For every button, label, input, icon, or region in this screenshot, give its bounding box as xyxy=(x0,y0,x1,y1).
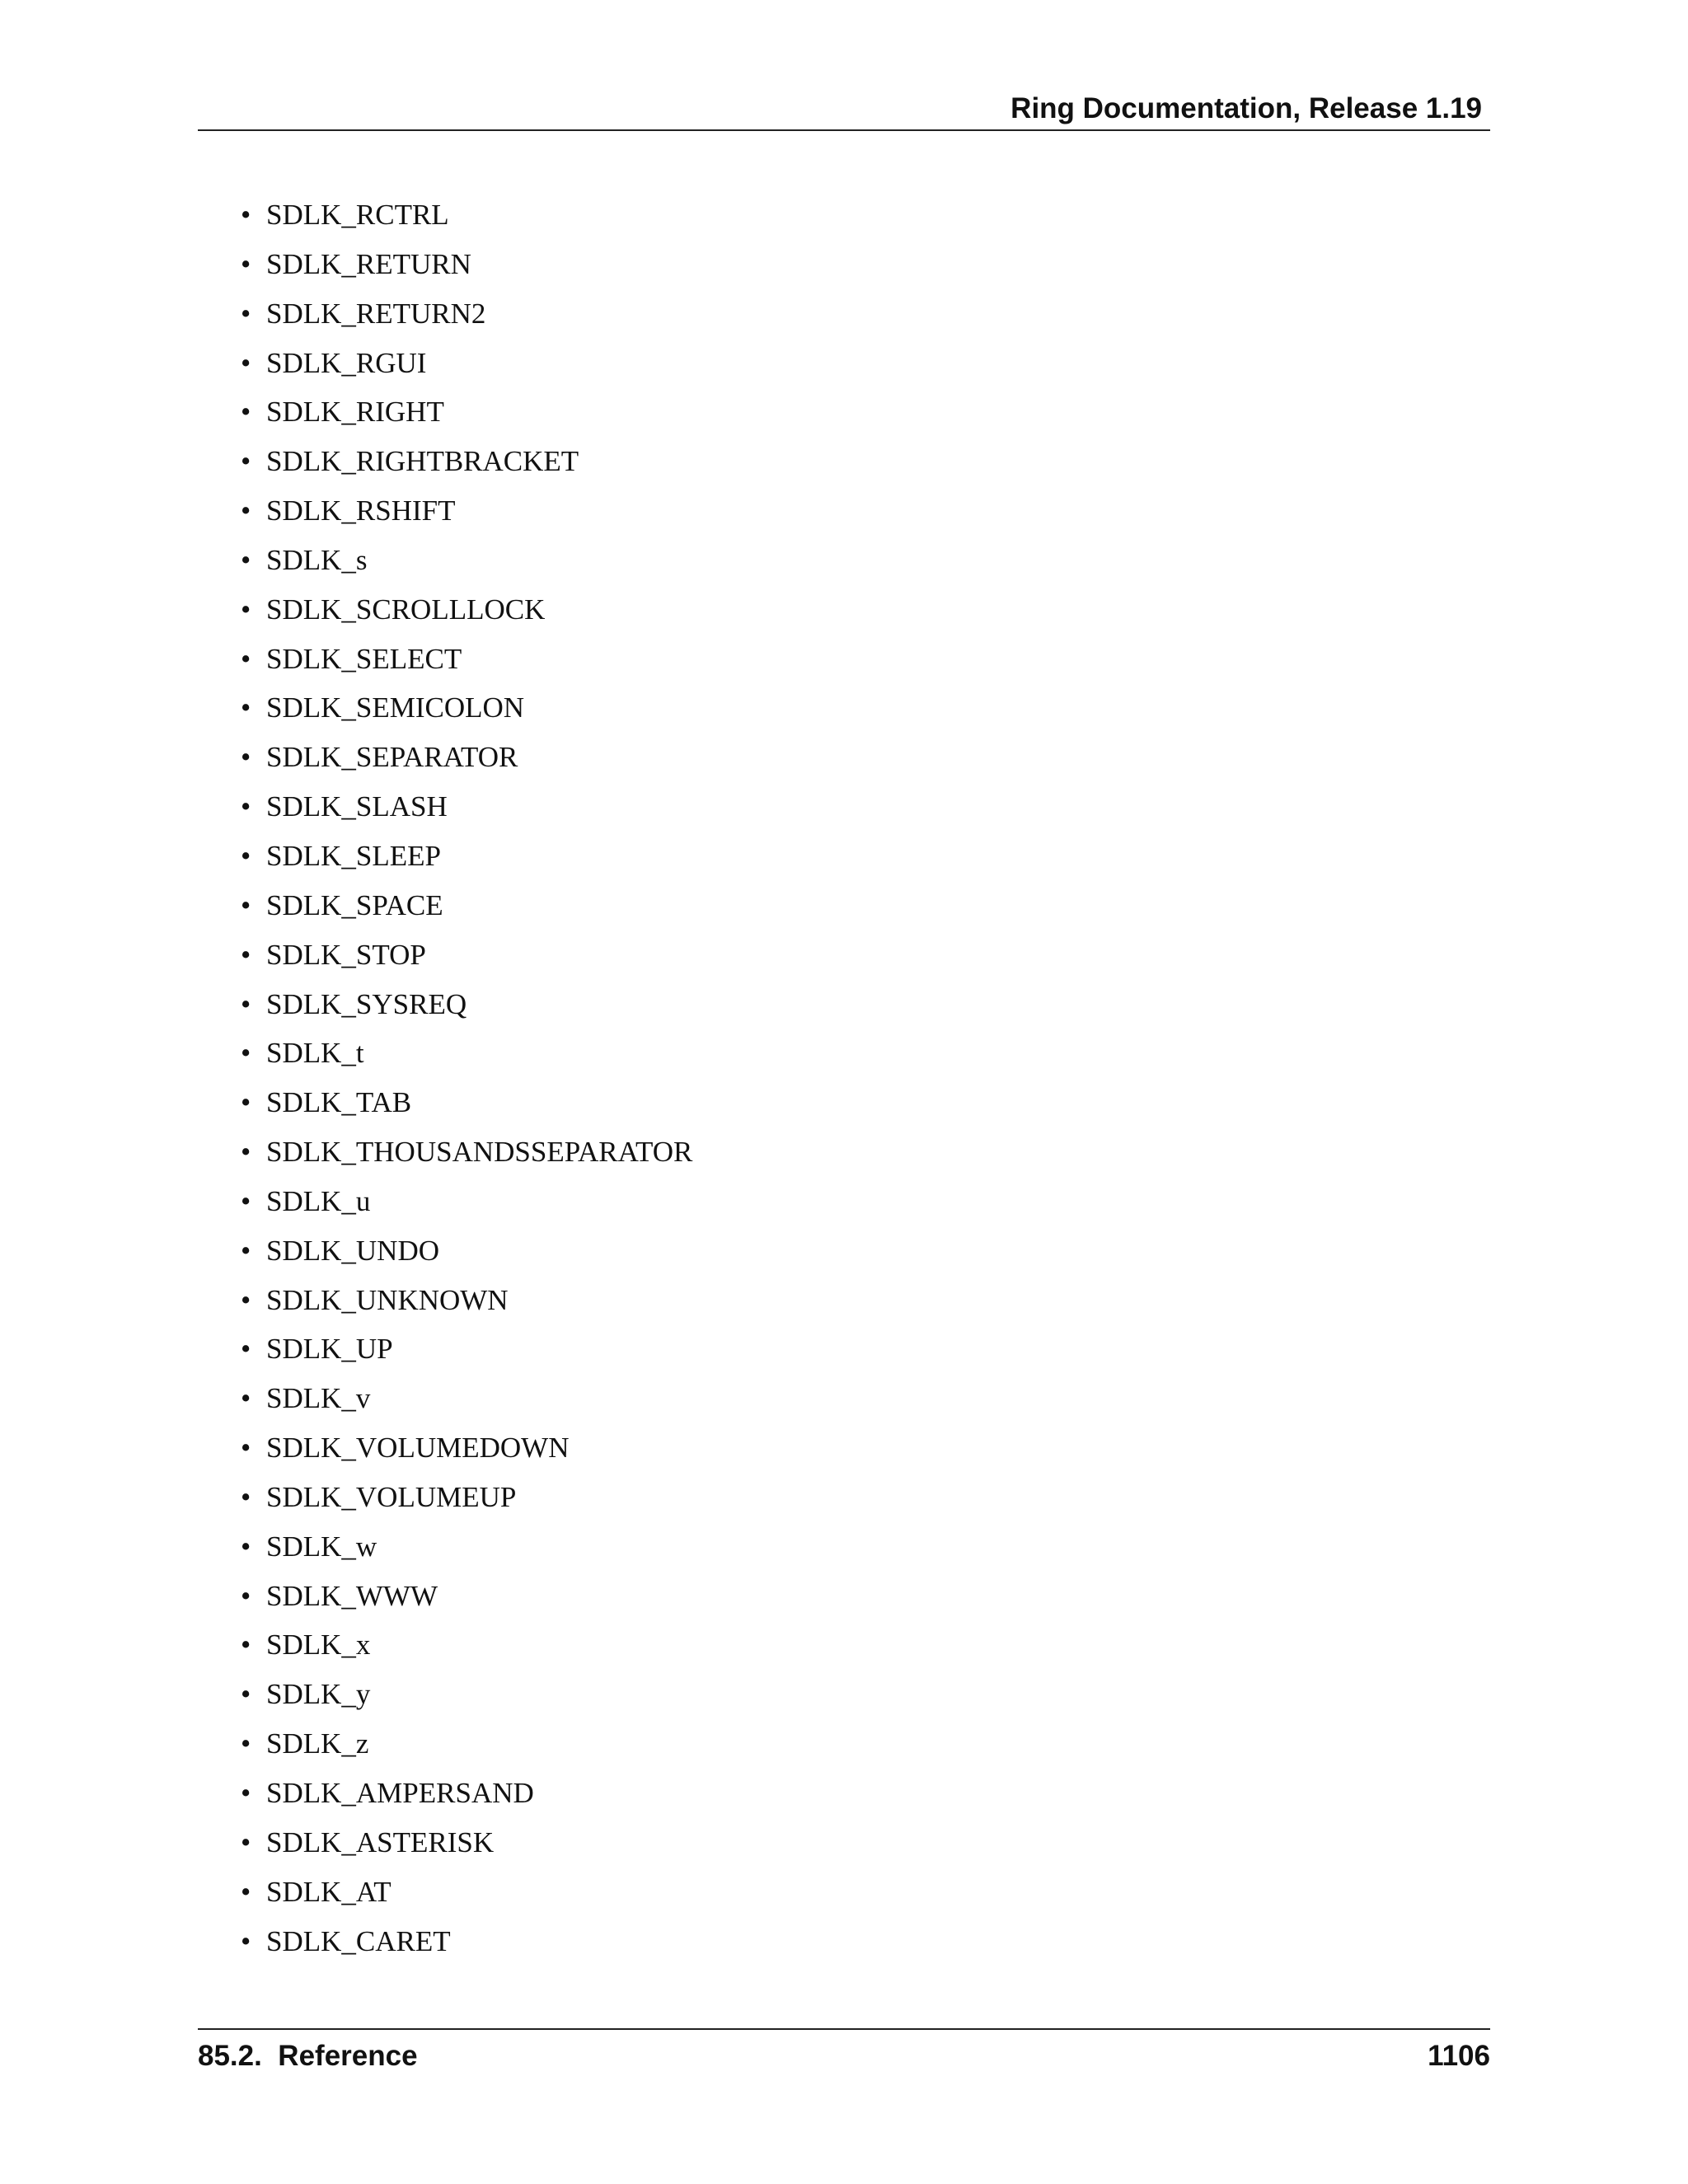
list-item xyxy=(241,1132,692,1181)
list-item xyxy=(241,1427,692,1477)
list-item-text: SDLK_SLEEP xyxy=(266,839,441,872)
bullet-icon: • xyxy=(241,494,251,527)
list-item xyxy=(241,391,692,441)
bullet-icon: • xyxy=(241,543,251,576)
list-item-text: SDLK_v xyxy=(266,1382,371,1415)
bullet-icon: • xyxy=(241,1579,251,1612)
list-item-text: SDLK_z xyxy=(266,1727,369,1760)
bullet-icon: • xyxy=(241,888,251,921)
list-item-text: SDLK_UP xyxy=(266,1333,393,1366)
list-item-text: SDLK_SCROLLLOCK xyxy=(266,593,546,626)
list-item xyxy=(241,1378,692,1427)
list-item-text: SDLK_y xyxy=(266,1678,371,1711)
list-item xyxy=(241,935,692,984)
list-item-text: SDLK_AMPERSAND xyxy=(266,1777,534,1809)
bullet-icon: • xyxy=(241,741,251,774)
bullet-icon: • xyxy=(241,1480,251,1513)
bullet-icon: • xyxy=(241,938,251,971)
list-item xyxy=(241,1723,692,1773)
list-item-text: SDLK_THOUSANDSSEPARATOR xyxy=(266,1136,693,1169)
list-item-text: SDLK_UNKNOWN xyxy=(266,1283,509,1316)
footer-page-number: 1106 xyxy=(1428,2040,1490,2072)
bullet-icon: • xyxy=(241,297,251,330)
list-item-text: SDLK_CARET xyxy=(266,1924,451,1957)
bullet-icon: • xyxy=(241,396,251,429)
bullet-icon: • xyxy=(241,1184,251,1217)
list-item xyxy=(241,1230,692,1280)
bullet-icon: • xyxy=(241,1086,251,1119)
list-item xyxy=(241,540,692,589)
bullet-icon: • xyxy=(241,1875,251,1908)
list-item xyxy=(241,293,692,343)
bullet-icon: • xyxy=(241,1727,251,1760)
list-item-text: SDLK_RIGHTBRACKET xyxy=(266,445,579,478)
list-item xyxy=(241,343,692,392)
footer-section-title: 85.2. Reference xyxy=(198,2040,418,2072)
list-item xyxy=(241,1822,692,1872)
list-item xyxy=(241,1674,692,1723)
list-item-text: SDLK_STOP xyxy=(266,938,426,971)
list-item-text: SDLK_u xyxy=(266,1184,371,1217)
bullet-icon: • xyxy=(241,1382,251,1415)
list-item-text: SDLK_SEPARATOR xyxy=(266,741,518,774)
bullet-icon: • xyxy=(241,1283,251,1316)
bullet-icon: • xyxy=(241,1924,251,1957)
list-item-text: SDLK_x xyxy=(266,1629,371,1661)
list-item-text: SDLK_RETURN2 xyxy=(266,297,486,330)
bullet-icon: • xyxy=(241,839,251,872)
list-item-text: SDLK_ASTERISK xyxy=(266,1825,495,1858)
list-item-text: SDLK_s xyxy=(266,543,368,576)
list-item-text: SDLK_UNDO xyxy=(266,1234,439,1267)
list-item-text: SDLK_SYSREQ xyxy=(266,987,467,1020)
bullet-icon: • xyxy=(241,1678,251,1711)
list-item xyxy=(241,639,692,688)
list-item xyxy=(241,1872,692,1921)
list-item-text: SDLK_WWW xyxy=(266,1579,438,1612)
bullet-icon: • xyxy=(241,1432,251,1465)
bullet-icon: • xyxy=(241,1530,251,1563)
list-item xyxy=(241,1526,692,1576)
bullet-icon: • xyxy=(241,691,251,724)
list-item xyxy=(241,885,692,935)
list-item-text: SDLK_t xyxy=(266,1037,364,1070)
list-item-text: SDLK_SLASH xyxy=(266,790,448,823)
list-item xyxy=(241,1576,692,1625)
list-item xyxy=(241,1329,692,1378)
list-item xyxy=(241,984,692,1033)
running-header-title: Ring Documentation, Release 1.19 xyxy=(1010,92,1482,124)
list-item xyxy=(241,194,692,244)
list-item xyxy=(241,441,692,490)
bullet-icon: • xyxy=(241,1136,251,1169)
list-item xyxy=(241,1477,692,1526)
bullet-icon: • xyxy=(241,247,251,280)
bullet-icon: • xyxy=(241,346,251,379)
bullet-icon: • xyxy=(241,1777,251,1809)
list-item xyxy=(241,737,692,786)
list-item xyxy=(241,1921,692,1971)
list-item xyxy=(241,1773,692,1822)
bullet-icon: • xyxy=(241,1037,251,1070)
sdlk-constant-list xyxy=(241,194,692,1970)
header-rule xyxy=(198,129,1490,131)
bullet-icon: • xyxy=(241,445,251,478)
list-item xyxy=(241,1082,692,1132)
bullet-icon: • xyxy=(241,790,251,823)
bullet-icon: • xyxy=(241,1234,251,1267)
bullet-icon: • xyxy=(241,199,251,231)
bullet-icon: • xyxy=(241,1825,251,1858)
list-item xyxy=(241,1181,692,1230)
list-item xyxy=(241,244,692,293)
bullet-icon: • xyxy=(241,642,251,675)
list-item-text: SDLK_RSHIFT xyxy=(266,494,456,527)
list-item xyxy=(241,687,692,737)
bullet-icon: • xyxy=(241,987,251,1020)
list-item-text: SDLK_AT xyxy=(266,1875,392,1908)
bullet-icon: • xyxy=(241,593,251,626)
bullet-icon: • xyxy=(241,1333,251,1366)
list-item-text: SDLK_VOLUMEDOWN xyxy=(266,1432,570,1465)
list-item-text: SDLK_SEMICOLON xyxy=(266,691,525,724)
list-item-text: SDLK_RETURN xyxy=(266,247,471,280)
list-item-text: SDLK_VOLUMEUP xyxy=(266,1480,517,1513)
list-item xyxy=(241,1624,692,1674)
list-item-text: SDLK_w xyxy=(266,1530,377,1563)
footer-rule xyxy=(198,2028,1490,2030)
list-item-text: SDLK_RGUI xyxy=(266,346,427,379)
list-item xyxy=(241,836,692,885)
list-item-text: SDLK_SELECT xyxy=(266,642,462,675)
list-item xyxy=(241,1033,692,1082)
list-item-text: SDLK_RIGHT xyxy=(266,396,444,429)
list-item-text: SDLK_RCTRL xyxy=(266,199,449,231)
list-item-text: SDLK_TAB xyxy=(266,1086,412,1119)
list-item xyxy=(241,1280,692,1329)
bullet-icon: • xyxy=(241,1629,251,1661)
list-item xyxy=(241,490,692,540)
list-item xyxy=(241,589,692,639)
list-item-text: SDLK_SPACE xyxy=(266,888,443,921)
list-item xyxy=(241,786,692,836)
